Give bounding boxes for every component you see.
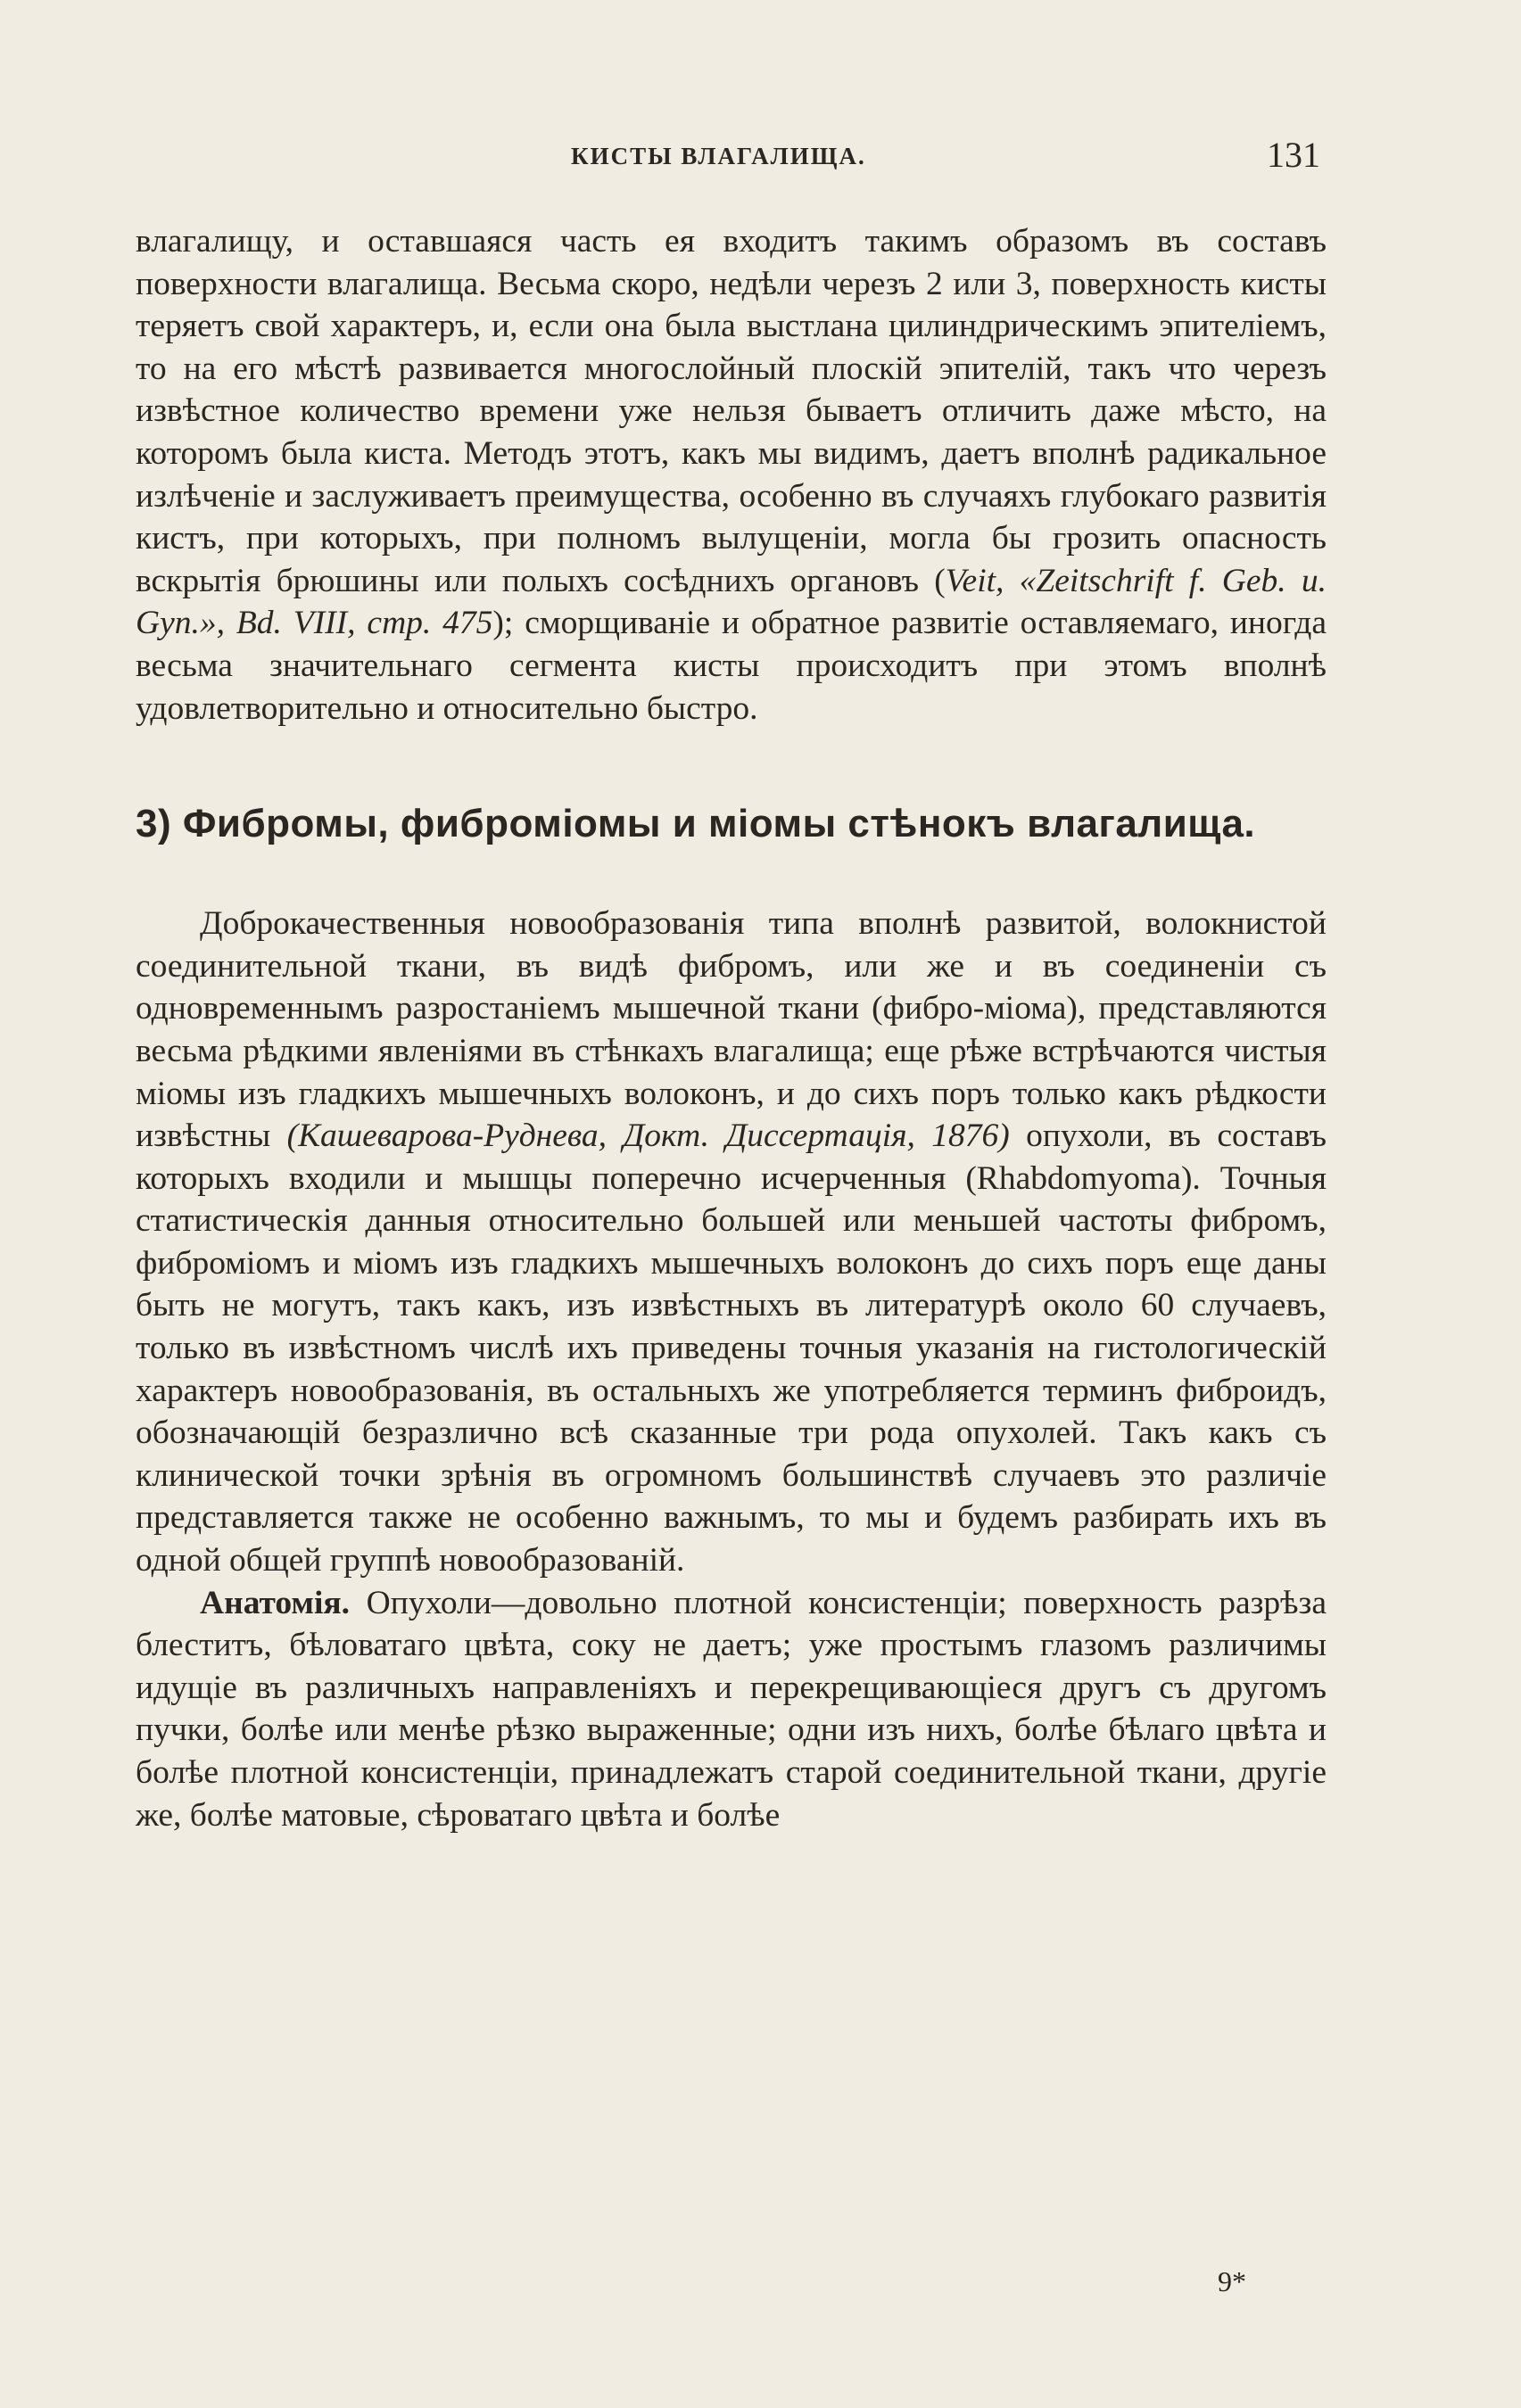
paragraph-1-text-a: Доброкачественныя новообразованія типа вполнѣ развитой, волокнистой соединительной ткани, въ видѣ фибромъ, или же и въ соединеніи съ одновременнымъ разростаніемъ мышечной ткани (фибро-міома), представляются весьма рѣдкими явленіями въ стѣнкахъ влагалища; еще рѣже встрѣчаются чистыя міомы изъ гладкихъ мышечныхъ волоконъ, и до сихъ поръ только какъ рѣдкости извѣстны: [136, 905, 1327, 1155]
continuation-paragraph: [136, 220, 1327, 730]
paragraph-2-text: Опухоли—довольно плотной консистенціи; поверхность разрѣза блеститъ, бѣловатаго цвѣта, соку не даетъ; уже простымъ глазомъ различимы идущіе въ различныхъ направленіяхъ и перекрещивающіеся другъ съ другомъ пучки, болѣе или менѣе рѣзко выраженные; одни изъ нихъ, болѣе бѣлаго цвѣта и болѣе плотной консистенціи, принадлежатъ старой соединительной ткани, другіе же, болѣе матовые, сѣроватаго цвѣта и болѣе: [136, 1584, 1327, 1834]
body-text: [136, 220, 1327, 1836]
citation-kashevarova: (Кашеварова-Руднева, Докт. Диссертація, 1876): [286, 1117, 1010, 1155]
anatomy-lead: Анатомія.: [200, 1584, 351, 1621]
section-paragraph-2: [136, 1582, 1327, 1837]
section-heading: 3) Фибромы, фиброміомы и міомы стѣнокъ влагалища.: [136, 802, 1256, 846]
paragraph-1-text-b: опухоли, въ составъ которыхъ входили и мышцы поперечно исчерченныя (Rhabdomyoma). Точныя статистическія данныя относительно большей или меньшей частоты фибромъ, фиброміомъ и міомъ изъ гладкихъ мышечныхъ волоконъ до сихъ поръ еще даны быть не могутъ, такъ какъ, изъ извѣстныхъ въ литературѣ около 60 случаевъ, только въ извѣстномъ числѣ ихъ приведены точныя указанія на гистологическій характеръ новообразованія, въ остальныхъ же употребляется терминъ фиброидъ, обозначающій безразлично всѣ сказанные три рода опухолей. Такъ какъ съ клинической точки зрѣнія въ огромномъ большинствѣ случаевъ это различіе представляется также не особенно важнымъ, то мы и будемъ разбирать ихъ въ одной общей группѣ новообразованій.: [136, 1117, 1327, 1579]
continuation-text-b: ); сморщиваніе и обратное развитіе оставляемаго, иногда весьма значительнаго сегмента кисты происходитъ при этомъ вполнѣ удовлетворительно и относительно быстро.: [136, 605, 1327, 727]
signature-mark: 9*: [1218, 2265, 1246, 2297]
running-head: [0, 134, 1521, 187]
section-paragraph-1: [136, 903, 1327, 1582]
continuation-text-a: влагалищу, и оставшаяся часть ея входитъ такимъ образомъ въ составъ поверхности влагалища. Весьма скоро, недѣли черезъ 2 или 3, поверхность кисты теряетъ свой характеръ, и, если она была выстлана цилиндрическимъ эпителіемъ, то на его мѣстѣ развивается многослойный плоскій эпителій, такъ что черезъ извѣстное количество времени уже нельзя бываетъ отличить даже мѣсто, на которомъ была киста. Методъ этотъ, какъ мы видимъ, даетъ вполнѣ радикальное излѣченіе и заслуживаетъ преимущества, особенно въ случаяхъ глубокаго развитія кистъ, при которыхъ, при полномъ вылущеніи, могла бы грозить опасность вскрытія брюшины или полыхъ сосѣднихъ органовъ (: [136, 223, 1327, 599]
page-number: 131: [1267, 135, 1320, 175]
running-title: КИСТЫ ВЛАГАЛИЩА.: [571, 143, 866, 169]
citation-veit: Veit, «Zeitschrift f. Geb. u. Gyn.», Bd. VIII, стр. 475: [136, 562, 1327, 642]
